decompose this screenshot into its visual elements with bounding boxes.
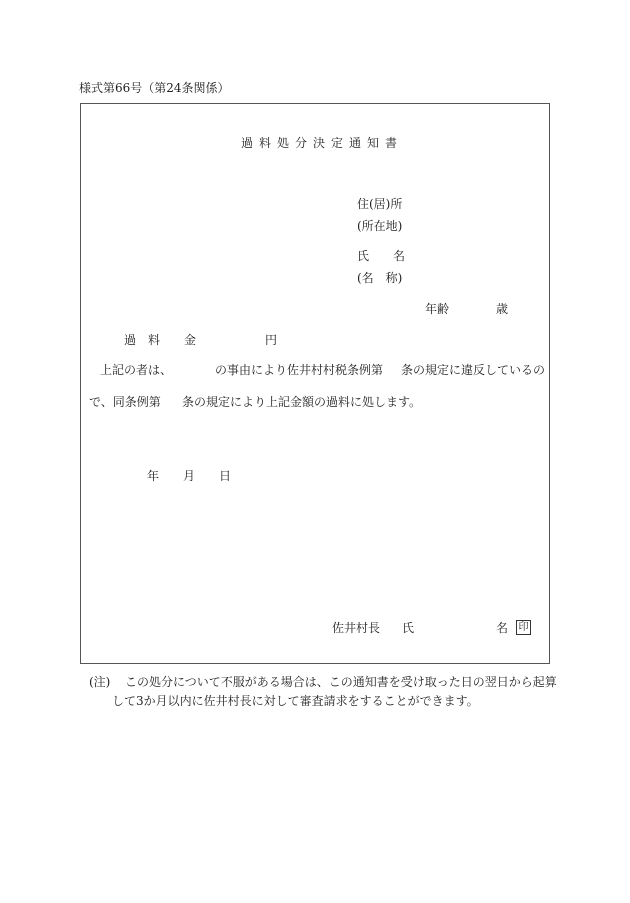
notice-frame — [80, 103, 550, 664]
signature-name-label-a: 氏 — [402, 621, 415, 635]
document-title: 過料処分決定通知書 — [241, 136, 404, 150]
fine-label: 過 料 金 — [124, 333, 197, 347]
note-label: (注) — [89, 675, 111, 689]
body-line2-b: 条の規定により上記金額の過料に処します。 — [182, 395, 422, 409]
address-label: 住(居)所 — [357, 197, 403, 211]
body-line1-c: 条の規定に違反しているの — [401, 363, 546, 377]
date-year: 年 — [147, 469, 160, 483]
date-month: 月 — [183, 469, 196, 483]
age-unit: 歳 — [496, 302, 509, 316]
note-line1: この処分について不服がある場合は、この通知書を受け取った日の翌日から起算 — [125, 675, 557, 689]
note-line2: して3か月以内に佐井村長に対して審査請求をすることができます。 — [112, 694, 479, 708]
body-line1-a: 上記の者は、 — [100, 363, 173, 377]
fine-unit: 円 — [265, 333, 278, 347]
body-line1-b: の事由により佐井村村税条例第 — [215, 363, 384, 377]
name-label: 氏 名 — [357, 249, 406, 263]
signature-name-label-b: 名 — [496, 621, 509, 635]
age-label: 年齢 — [425, 302, 450, 316]
body-line2-a: で、同条例第 — [89, 395, 161, 409]
form-number: 様式第66号（第24条関係） — [79, 81, 230, 95]
mayor-title: 佐井村長 — [332, 621, 381, 635]
address-alt-label: (所在地) — [357, 219, 403, 233]
name-alt-label: (名 称) — [357, 271, 403, 285]
date-day: 日 — [219, 469, 232, 483]
seal-icon: 印 — [516, 620, 531, 635]
